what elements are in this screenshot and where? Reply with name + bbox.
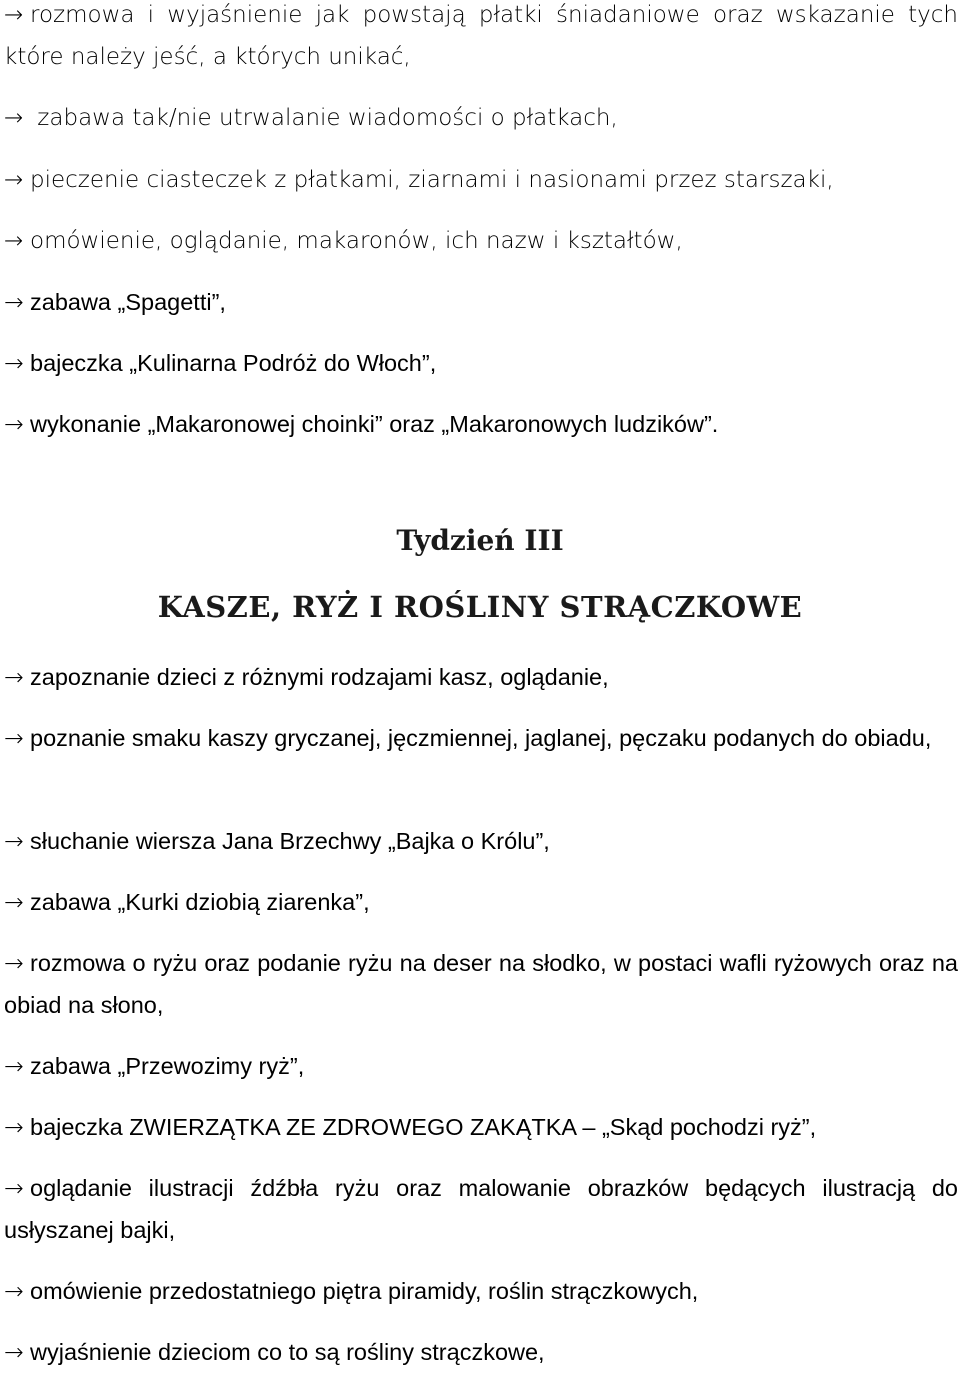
list-item — [4, 717, 958, 759]
list-item — [4, 281, 958, 323]
list-item — [4, 1045, 958, 1087]
list-item-text: poznanie smaku kaszy gryczanej, jęczmiennej, jaglanej, pęczaku podanych do obiadu, — [30, 725, 932, 751]
list-item — [4, 1167, 958, 1251]
arrow-right-icon: → — [4, 228, 24, 254]
list-item-text: pieczenie ciasteczek z płatkami, ziarnami i nasionami przez starszaki, — [30, 167, 834, 193]
list-item-text: zabawa tak/nie utrwalanie wiadomości o płatkach, — [30, 105, 618, 131]
arrow-right-icon: → — [4, 663, 24, 691]
list-item — [4, 220, 958, 262]
arrow-right-icon: → — [4, 724, 24, 752]
arrow-right-icon: → — [4, 2, 24, 28]
list-item — [4, 656, 958, 698]
list-item-text: wykonanie „Makaronowej choinki” oraz „Makaronowych ludzików”. — [30, 411, 719, 437]
list-item-text: bajeczka „Kulinarna Podróż do Włoch”, — [30, 350, 437, 376]
list-item-text: rozmowa o ryżu oraz podanie ryżu na deser na słodko, w postaci wafli ryżowych oraz na obiad na słono, — [4, 950, 958, 1018]
arrow-right-icon: → — [4, 105, 24, 131]
list-item — [4, 1106, 958, 1148]
arrow-right-icon: → — [4, 949, 24, 977]
arrow-right-icon: → — [4, 410, 24, 438]
arrow-right-icon: → — [4, 827, 24, 855]
arrow-right-icon: → — [4, 1113, 24, 1141]
list-item-text: rozmowa i wyjaśnienie jak powstają płatki śniadaniowe oraz wskazanie tych które należy jeść, a których unikać, — [4, 2, 958, 70]
list-item-text: zabawa „Spagetti”, — [30, 289, 226, 315]
section-title: KASZE, RYŻ I ROŚLINY STRĄCZKOWE — [157, 590, 803, 624]
list-item-text: wyjaśnienie dzieciom co to są rośliny strączkowe, — [30, 1339, 545, 1365]
list-item — [4, 403, 958, 445]
section-heading: Tydzień III — [396, 524, 564, 557]
arrow-right-icon: → — [4, 349, 24, 377]
arrow-right-icon: → — [4, 1338, 24, 1366]
list-item-text: bajeczka ZWIERZĄTKA ZE ZDROWEGO ZAKĄTKA – „Skąd pochodzi ryż”, — [30, 1114, 817, 1140]
list-item — [4, 0, 958, 78]
list-item-text: zapoznanie dzieci z różnymi rodzajami kasz, oglądanie, — [30, 664, 609, 690]
arrow-right-icon: → — [4, 1174, 24, 1202]
arrow-right-icon: → — [4, 167, 24, 193]
list-item-text: oglądanie ilustracji źdźbła ryżu oraz malowanie obrazków będących ilustracją do usłyszanej bajki, — [4, 1175, 958, 1243]
arrow-right-icon: → — [4, 288, 24, 316]
arrow-right-icon: → — [4, 1052, 24, 1080]
list-item — [4, 942, 958, 1026]
list-item-text: zabawa „Kurki dziobią ziarenka”, — [30, 889, 370, 915]
list-item — [4, 1270, 958, 1312]
list-item — [4, 159, 958, 201]
list-item-text: zabawa „Przewozimy ryż”, — [30, 1053, 305, 1079]
list-item — [4, 820, 958, 862]
arrow-right-icon: → — [4, 888, 24, 916]
list-item-text: omówienie, oglądanie, makaronów, ich nazw i kształtów, — [30, 228, 683, 254]
arrow-right-icon: → — [4, 1277, 24, 1305]
list-item-text: omówienie przedostatniego piętra piramidy, roślin strączkowych, — [30, 1278, 699, 1304]
list-item — [4, 1331, 958, 1373]
list-item — [4, 97, 958, 139]
list-item — [4, 881, 958, 923]
list-item — [4, 342, 958, 384]
list-item-text: słuchanie wiersza Jana Brzechwy „Bajka o Królu”, — [30, 828, 550, 854]
